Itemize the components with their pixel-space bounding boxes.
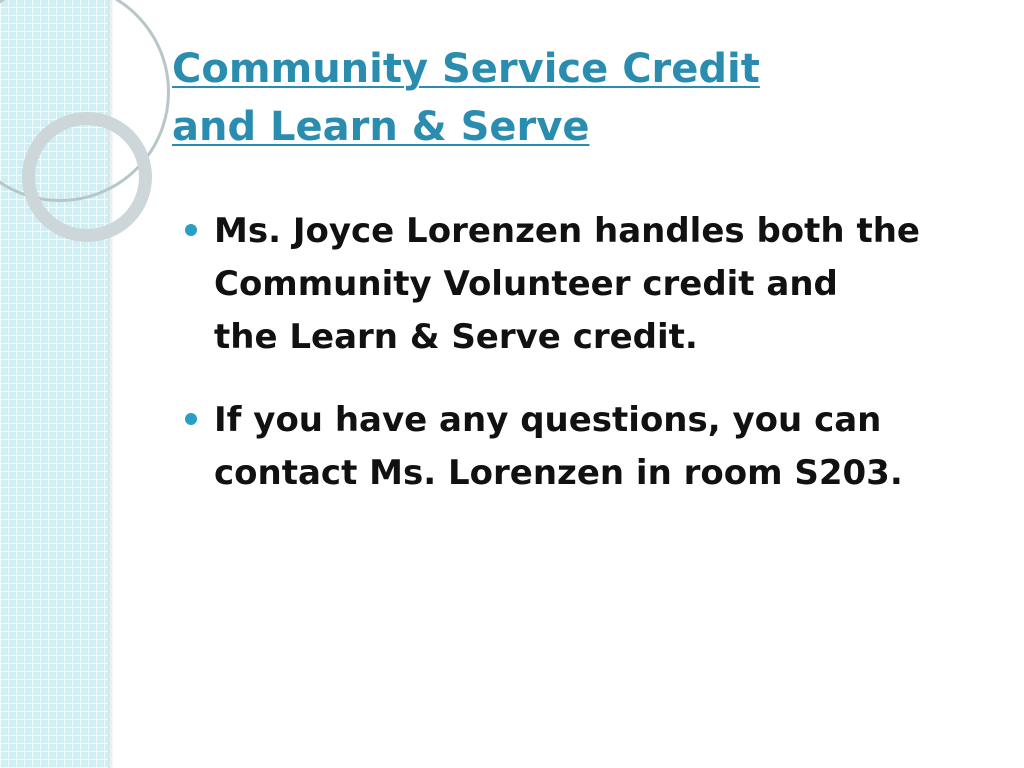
bullet-line: contact Ms. Lorenzen in room S203.	[214, 453, 903, 493]
bullet-list	[180, 205, 1002, 530]
slide-title	[172, 40, 760, 156]
bullet-line: the Learn & Serve credit.	[214, 317, 698, 357]
bullet-line: Ms. Joyce Lorenzen handles both the	[214, 211, 920, 251]
bullet-line: If you have any questions, you can	[214, 400, 882, 440]
bullet-dot-icon	[185, 224, 197, 236]
slide-title-line: and Learn & Serve	[172, 104, 590, 150]
bullet-item	[180, 205, 1002, 364]
bullet-dot-icon	[185, 413, 197, 425]
slide-title-line: Community Service Credit	[172, 46, 760, 92]
bullet-line: Community Volunteer credit and	[214, 264, 838, 304]
decorative-ring-icon	[22, 112, 152, 242]
bullet-item	[180, 394, 1002, 500]
